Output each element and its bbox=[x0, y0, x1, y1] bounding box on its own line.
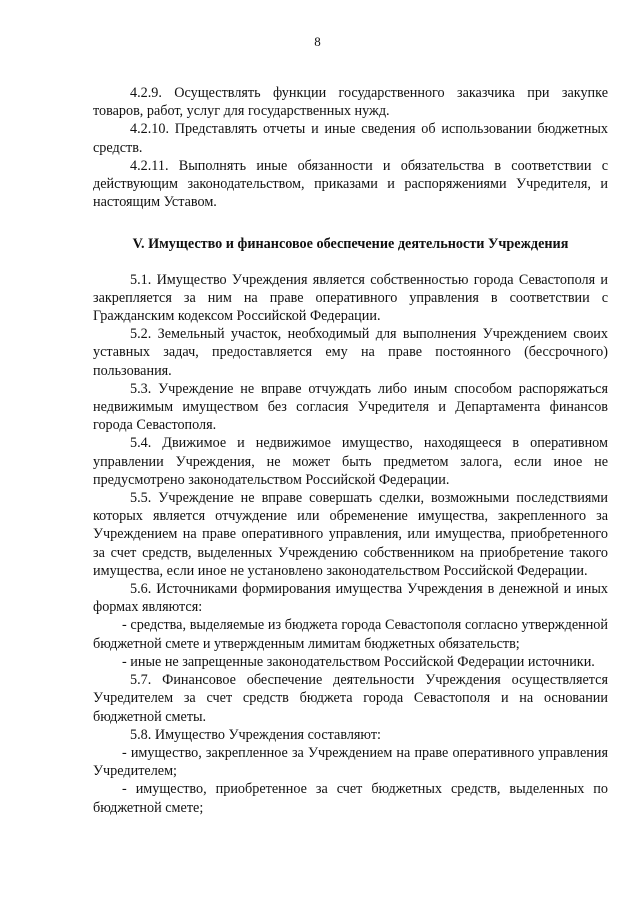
paragraph-5-8: 5.8. Имущество Учреждения составляют: bbox=[130, 726, 381, 743]
paragraph-5-1: 5.1. Имущество Учреждения является собственностью города Севастополя и закрепляется за ним на праве оперативного управления в соответствии с Гражданским кодексом Российской Федерации. bbox=[93, 271, 608, 325]
list-item: - средства, выделяемые из бюджета города Севастополя согласно утвержденной бюджетной смете и утвержденным лимитам бюджетных обязательств; bbox=[93, 617, 608, 652]
paragraph-5-2: 5.2. Земельный участок, необходимый для выполнения Учреждением своих уставных задач, предоставляется ему на праве постоянного (бессрочного) пользования. bbox=[93, 326, 608, 379]
list-item: - имущество, приобретенное за счет бюджетных средств, выделенных по бюджетной смете; bbox=[93, 781, 608, 816]
document-body bbox=[93, 84, 608, 817]
paragraph-5-5: 5.5. Учреждение не вправе совершать сделки, возможными последствиями которых является отчуждение или обременение имущества, закрепленного за Учреждением на праве оперативного управления, или имущества, приобретенного за счет средств, выделенных Учреждению собственником на приобретение такого имущества, если иное не установлено законодательством Российской Федерации. bbox=[93, 490, 608, 579]
paragraph-5-3: 5.3. Учреждение не вправе отчуждать либо иным способом распоряжаться недвижимым имуществом без согласия Учредителя и Департамента финансов города Севастополя. bbox=[93, 380, 608, 434]
page-number: 8 bbox=[314, 34, 321, 49]
section-heading: V. Имущество и финансовое обеспечение деятельности Учреждения bbox=[132, 236, 569, 253]
list-item: - имущество, закрепленное за Учреждением на праве оперативного управления Учредителем; bbox=[93, 744, 608, 780]
list-item: - иные не запрещенные законодательством Российской Федерации источники. bbox=[122, 653, 595, 670]
paragraph-4-2-9: 4.2.9. Осуществлять функции государственного заказчика при закупке товаров, работ, услуг для государственных нужд. bbox=[93, 85, 608, 120]
paragraph-5-4: 5.4. Движимое и недвижимое имущество, находящееся в оперативном управлении Учреждения, не может быть предметом залога, если иное не предусмотрено законодательством Российской Федерации. bbox=[93, 435, 608, 488]
paragraph-5-7: 5.7. Финансовое обеспечение деятельности Учреждения осуществляется Учредителем за счет средств бюджета города Севастополя и на основании бюджетной сметы. bbox=[93, 672, 608, 725]
paragraph-4-2-11: 4.2.11. Выполнять иные обязанности и обязательства в соответствии с действующим законодательством, приказами и распоряжениями Учредителя, и настоящим Уставом. bbox=[93, 157, 608, 211]
paragraph-5-6: 5.6. Источниками формирования имущества Учреждения в денежной и иных формах являются: bbox=[93, 581, 608, 616]
paragraph-4-2-10: 4.2.10. Представлять отчеты и иные сведения об использовании бюджетных средств. bbox=[93, 121, 608, 156]
